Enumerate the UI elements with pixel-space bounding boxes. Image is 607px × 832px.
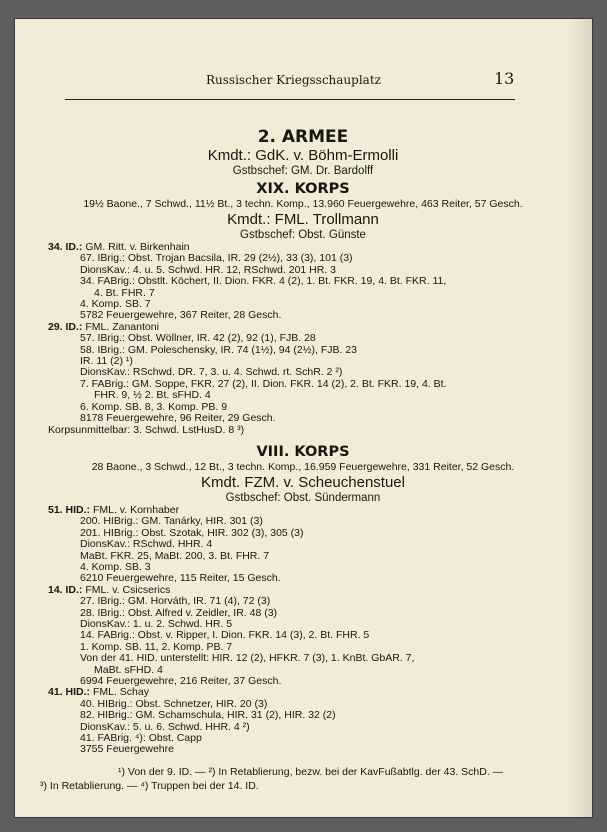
corps-title: VIII. KORPS: [256, 443, 350, 460]
division-entry: 82. HIBrig.: GM. Schamschula, HIR. 31 (2), HIR. 32 (2): [80, 709, 336, 722]
header-rule: [65, 99, 515, 100]
corps-commander: Kmdt. FZM. v. Scheuchenstuel: [201, 473, 405, 491]
division-entry: 7. FABrig.: GM. Soppe, FKR. 27 (2), II. Dion. FKR. 14 (2), 2. Bt. FKR. 19, 4. Bt.: [80, 377, 447, 390]
division-commander: FML. v. Kornhaber: [92, 503, 180, 516]
division-entry: 27. IBrig.: GM. Horváth, IR. 71 (4), 72 (3): [80, 595, 271, 608]
division-commander: FML. Schay: [92, 686, 149, 699]
running-title: Russischer Kriegsschauplatz: [206, 73, 381, 87]
division-entry: DionsKav.: 4. u. 5. Schwd. HR. 12, RSchwd. 201 HR. 3: [80, 263, 337, 276]
division-entry: 67. IBrig.: Obst. Trojan Bacsila, IR. 29 (2½), 33 (3), 101 (3): [80, 252, 353, 265]
corps-chief-of-staff: Gstbschef: Obst. Sündermann: [225, 491, 381, 504]
division-entry: 57. IBrig.: Obst. Wöllner, IR. 42 (2), 92 (1), FJB. 28: [80, 332, 316, 345]
corps-troops: Korpsunmittelbar: 3. Schwd. LstHusD. 8 ³): [48, 423, 245, 436]
corps-commander: Kmdt.: FML. Trollmann: [227, 211, 379, 228]
division-designation: 41. HID.:: [48, 686, 91, 699]
division-entry: 6210 Feuergewehre, 115 Reiter, 15 Gesch.: [80, 572, 281, 585]
footnote-line-1: ¹) Von der 9. ID. — ²) In Retablierung, bezw. bei der KavFußabtlg. der 43. SchD. —: [118, 765, 504, 778]
division-commander: FML. Zanantoni: [85, 320, 159, 333]
corps-list: [48, 181, 558, 756]
division-entry: DionsKav.: 5. u. 6. Schwd. HHR. 4 ²): [80, 720, 250, 733]
division-entry: 4. Komp. SB. 7: [80, 298, 151, 311]
division-entry: 200. HIBrig.: GM. Tanárky, HIR. 301 (3): [80, 515, 263, 528]
division-entry: Von der 41. HID. unterstellt: HIR. 12 (2), HFKR. 7 (3), 1. KnBt. GbAR. 7,: [80, 652, 415, 665]
division-entry: 40. HIBrig.: Obst. Schnetzer, HIR. 20 (3): [80, 697, 268, 710]
division-entry: IR. 11 (2) ¹): [80, 355, 133, 368]
corps-chief-of-staff: Gstbschef: Obst. Günste: [240, 229, 366, 241]
division-entry: DionsKav.: RSchwd. DR. 7, 3. u. 4. Schwd. rt. SchR. 2 ²): [80, 366, 343, 379]
division-entry: 3755 Feuergewehre: [80, 743, 174, 756]
division-entry: 8178 Feuergewehre, 96 Reiter, 29 Gesch.: [80, 412, 276, 425]
division-entry-continuation: FHR. 9, ½ 2. Bt. sFHD. 4: [94, 389, 211, 402]
page-header: [15, 69, 592, 89]
division-entry: 28. IBrig.: Obst. Alfred v. Zeidler, IR. 48 (3): [80, 606, 278, 619]
division-entry: DionsKav.: 1. u. 2. Schwd. HR. 5: [80, 617, 233, 630]
division-designation: 29. ID.:: [48, 320, 83, 333]
division-entry: 201. HIBrig.: Obst. Szotak, HIR. 302 (3), 305 (3): [80, 526, 304, 539]
division-designation: 51. HID.:: [48, 503, 91, 516]
division-commander: FML. v. Csicserics: [85, 583, 171, 596]
army-title: 2. ARMEE: [257, 127, 349, 147]
division-entry-continuation: MaBt. sFHD. 4: [94, 663, 163, 676]
division-entry: 41. FABrig. ⁴): Obst. Capp: [80, 732, 202, 745]
division-entry: MaBt. FKR. 25, MaBt. 200, 3. Bt. FHR. 7: [80, 549, 270, 562]
division-entry: 34. FABrig.: Obstlt. Köchert, II. Dion. FKR. 4 (2), 1. Bt. FKR. 19, 4. Bt. FKR. 11,: [80, 275, 447, 288]
division-entry-continuation: 4. Bt. FHR. 7: [94, 286, 155, 299]
division-commander: GM. Ritt. v. Birkenhain: [85, 241, 190, 253]
division-entry: 4. Komp. SB. 3: [80, 560, 151, 573]
army-chief-of-staff: Gstbschef: GM. Dr. Bardolff: [232, 165, 374, 177]
page-number: 13: [494, 69, 515, 88]
division-entry: DionsKav.: RSchwd. HHR. 4: [80, 538, 213, 551]
corps-strength: 28 Baone., 3 Schwd., 12 Bt., 3 techn. Komp., 16.959 Feuergewehre, 331 Reiter, 52 Gesch.: [91, 460, 515, 473]
division-entry: 5782 Feuergewehre, 367 Reiter, 28 Gesch.: [80, 309, 282, 322]
division-entry: 58. IBrig.: GM. Poleschensky, IR. 74 (1½), 94 (2½), FJB. 23: [80, 343, 357, 356]
division-entry: 14. FABrig.: Obst. v. Ripper, I. Dion. FKR. 14 (3), 2. Bt. FHR. 5: [80, 629, 370, 642]
division-entry: 6. Komp. SB. 8, 3. Komp. PB. 9: [80, 400, 228, 413]
division-entry: 1. Komp. SB. 11, 2. Komp. PB. 7: [80, 640, 233, 653]
division-designation: 14. ID.:: [48, 583, 83, 596]
corps-strength: 19½ Baone., 7 Schwd., 11½ Bt., 3 techn. Komp., 13.960 Feuergewehre, 463 Reiter, 57 Gesch.: [83, 198, 523, 210]
footnote-line-2: ³) In Retablierung. — ⁴) Truppen bei der 14. ID.: [40, 779, 259, 792]
order-of-battle: [40, 109, 558, 793]
corps-title: XIX. KORPS: [256, 181, 350, 197]
division-designation: 34. ID.:: [48, 241, 83, 253]
division-entry: 6994 Feuergewehre, 216 Reiter, 37 Gesch.: [80, 675, 282, 687]
book-page: [14, 18, 593, 818]
army-commander: Kmdt.: GdK. v. Böhm-Ermolli: [207, 147, 399, 164]
